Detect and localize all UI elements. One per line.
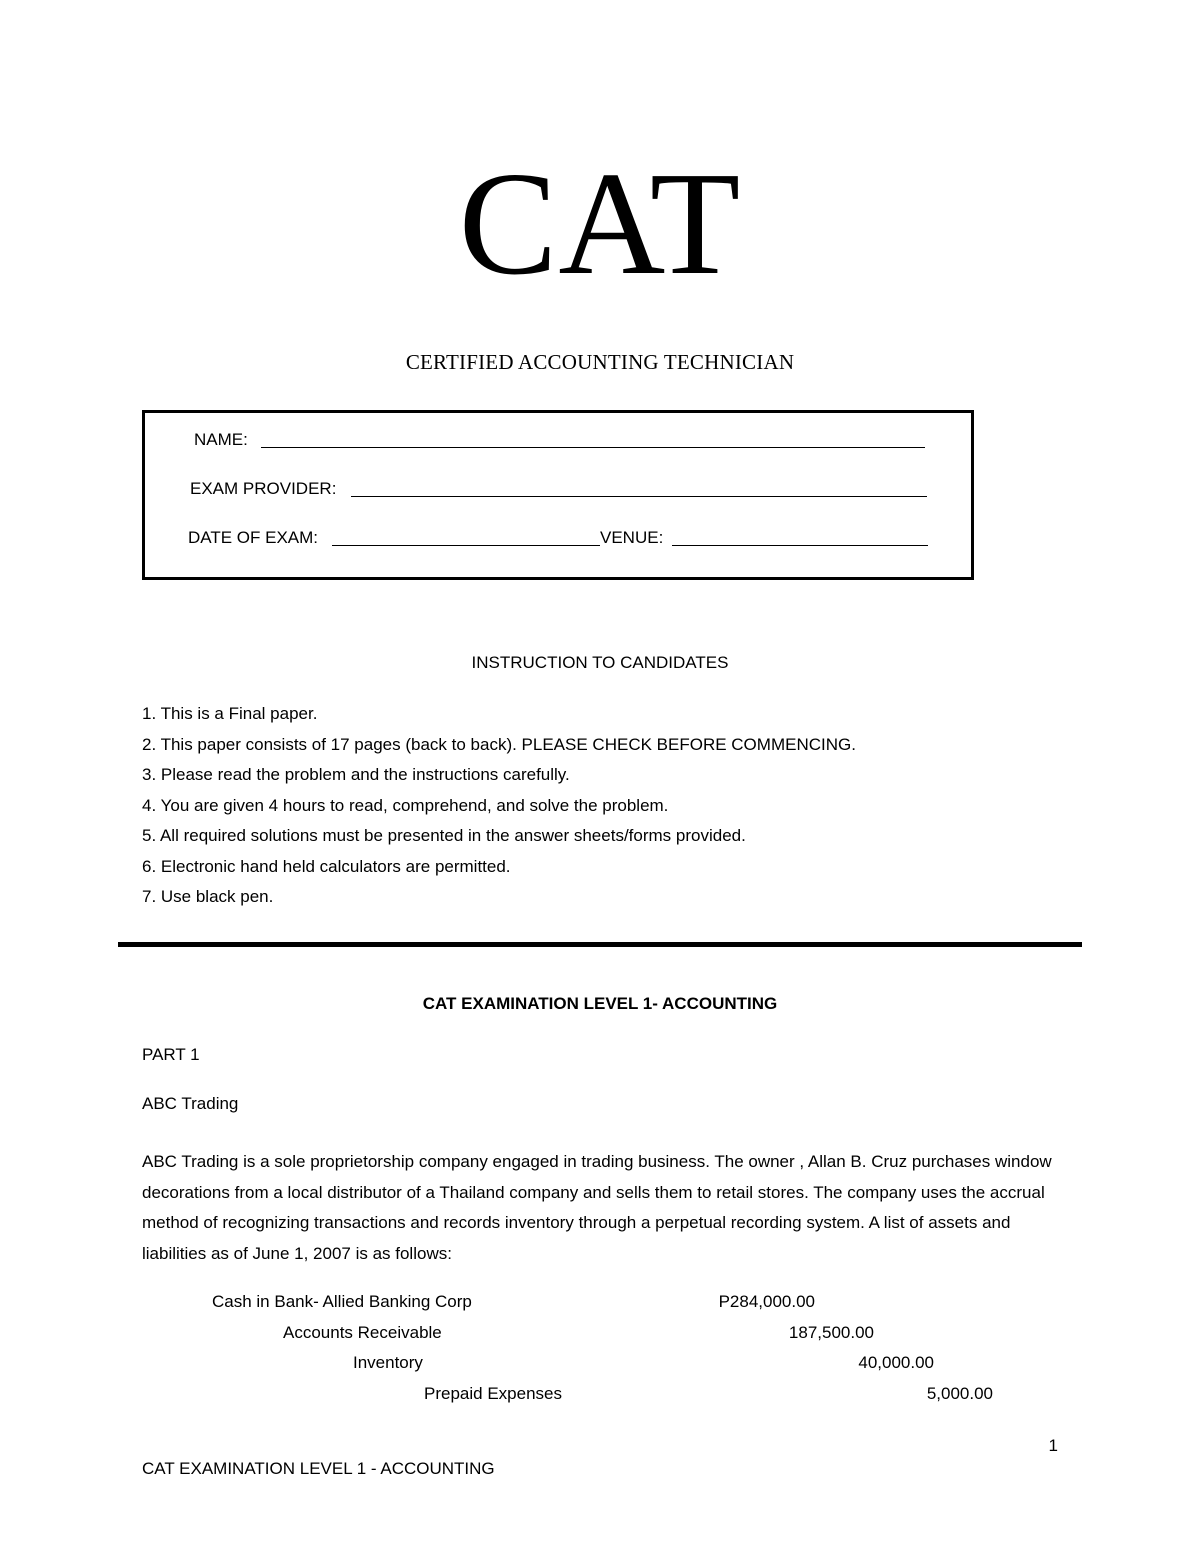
asset-value-receivable: 187,500.00: [788, 1323, 874, 1342]
exam-provider-label: EXAM PROVIDER:: [190, 479, 337, 498]
instruction-item: 5. All required solutions must be presented in the answer sheets/forms provided.: [142, 826, 746, 845]
date-of-exam-field[interactable]: [332, 545, 600, 546]
cat-logo-title: CAT: [458, 142, 742, 306]
part-heading: PART 1: [142, 1045, 200, 1064]
asset-label-receivable: Accounts Receivable: [283, 1323, 442, 1342]
asset-value-prepaid: 5,000.00: [926, 1384, 993, 1403]
instruction-item: 4. You are given 4 hours to read, comprehend, and solve the problem.: [142, 795, 669, 815]
candidate-info-box: [142, 410, 974, 580]
asset-value-cash: P284,000.00: [718, 1292, 815, 1311]
asset-value-inventory: 40,000.00: [858, 1353, 934, 1372]
instruction-item: 1. This is a Final paper.: [142, 704, 318, 723]
asset-label-inventory: Inventory: [353, 1353, 423, 1372]
asset-label-prepaid: Prepaid Expenses: [424, 1384, 562, 1403]
certificate-subtitle: CERTIFIED ACCOUNTING TECHNICIAN: [405, 350, 795, 374]
instructions-title: INSTRUCTION TO CANDIDATES: [471, 653, 729, 672]
venue-label: VENUE:: [600, 528, 664, 547]
instruction-item: 7. Use black pen.: [142, 887, 274, 906]
instructions-list: [142, 701, 856, 915]
company-heading: ABC Trading: [142, 1094, 239, 1113]
asset-label-cash: Cash in Bank- Allied Banking Corp: [212, 1292, 472, 1311]
exam-provider-field[interactable]: [351, 496, 927, 497]
section-divider: [118, 942, 1082, 947]
instruction-item: 2. This paper consists of 17 pages (back to back). PLEASE CHECK BEFORE COMMENCING.: [142, 734, 856, 754]
instruction-item: 6. Electronic hand held calculators are permitted.: [142, 856, 511, 876]
name-label: NAME:: [194, 430, 248, 449]
exam-title: CAT EXAMINATION LEVEL 1- ACCOUNTING: [422, 994, 778, 1013]
instruction-item: 3. Please read the problem and the instructions carefully.: [142, 765, 570, 784]
date-of-exam-label: DATE OF EXAM:: [188, 528, 319, 547]
page-footer: CAT EXAMINATION LEVEL 1 - ACCOUNTING: [142, 1459, 495, 1478]
company-description: ABC Trading is a sole proprietorship company engaged in trading business. The owner , Allan B. Cruz purchases window decorations from a local distributor of a Thailand company and sells them to retail stores. The company uses the accrual method of recognizing transactions and records inventory through a perpetual recording system. A list of assets and liabilities as of June 1, 2007 is as follows:: [142, 1152, 1052, 1263]
name-field[interactable]: [261, 447, 925, 448]
page-number: 1: [1048, 1436, 1058, 1455]
venue-field[interactable]: [672, 545, 928, 546]
